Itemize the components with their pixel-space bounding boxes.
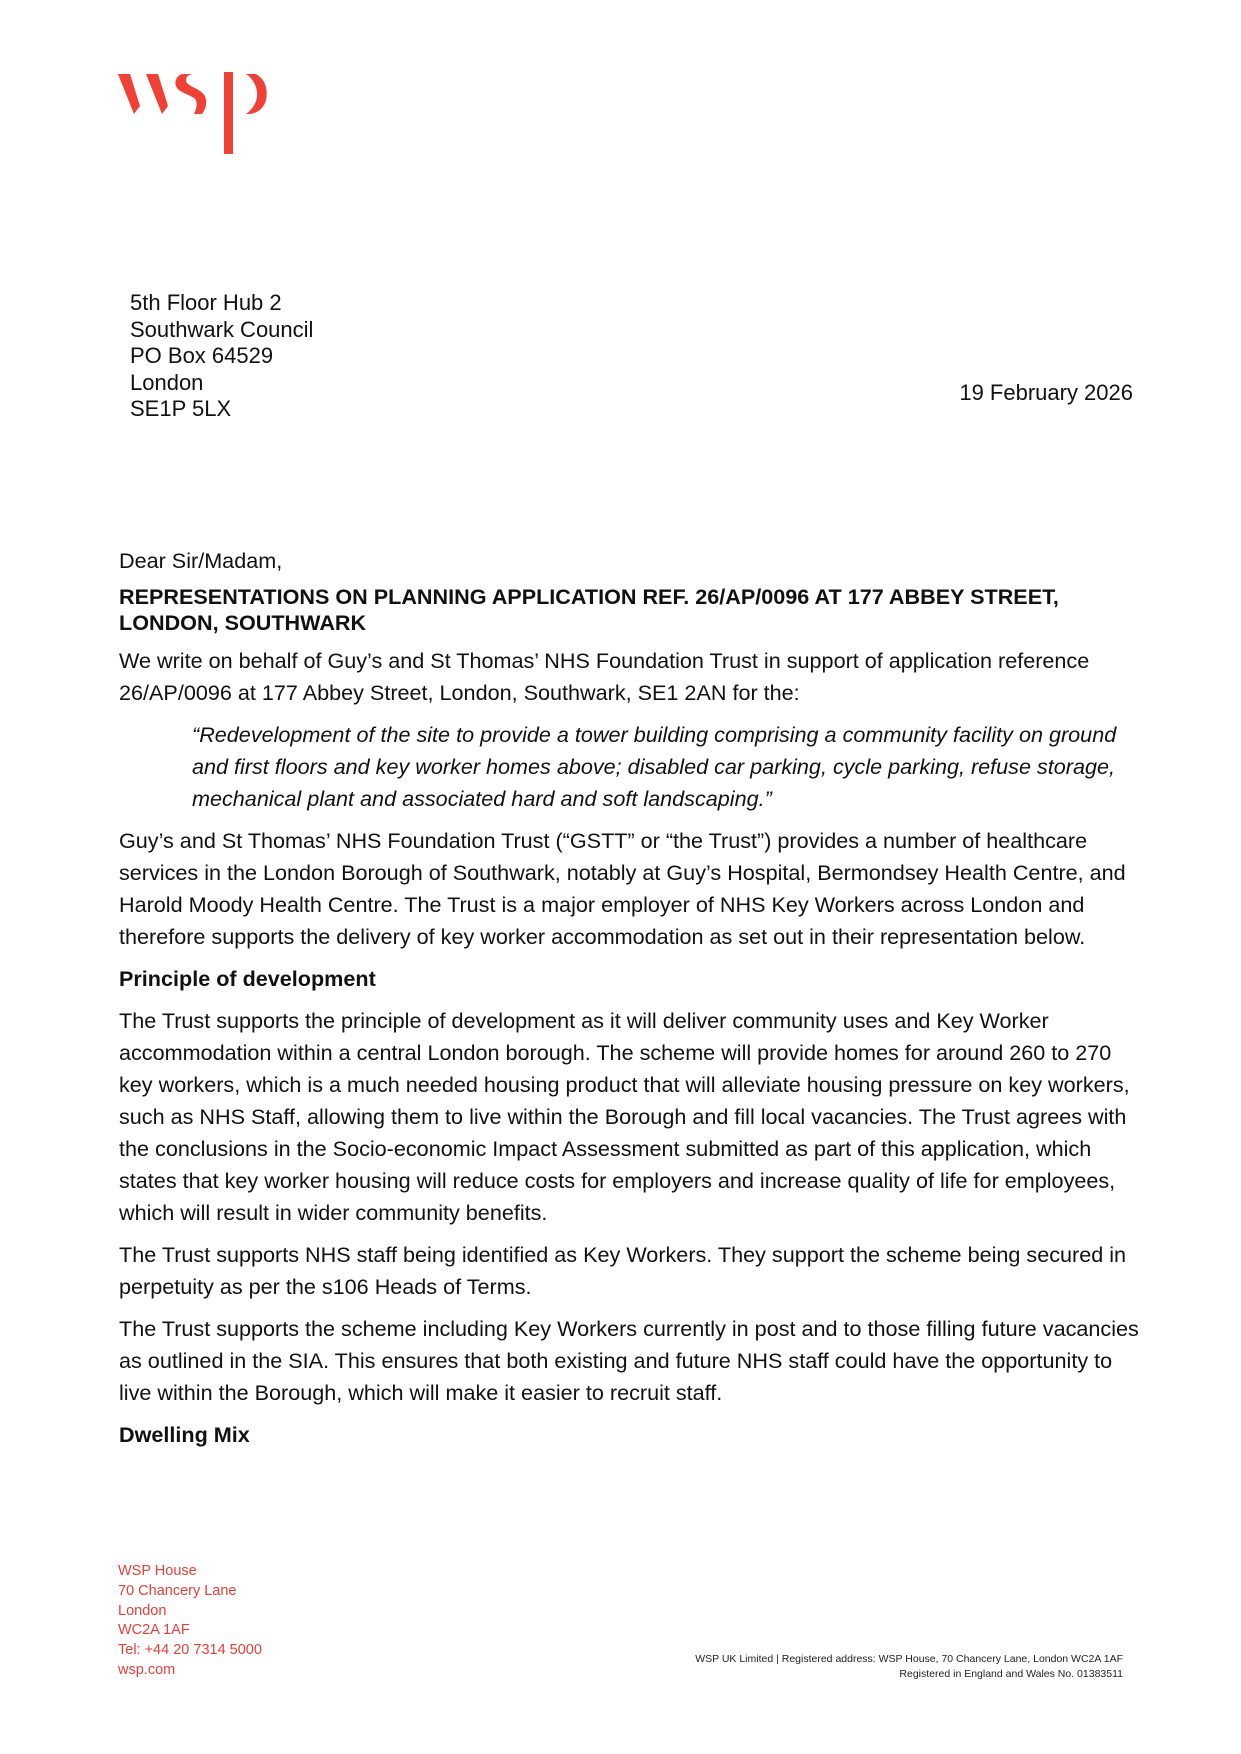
section-heading-dwelling-mix: Dwelling Mix xyxy=(119,1422,250,1447)
recipient-line: London xyxy=(130,369,204,395)
footer-phone: Tel: +44 20 7314 5000 xyxy=(118,1642,262,1659)
wsp-logo-icon xyxy=(118,72,280,154)
letter-body xyxy=(119,548,1139,1461)
recipient-address xyxy=(130,290,313,423)
footer-address-line: London xyxy=(118,1602,167,1619)
recipient-line: SE1P 5LX xyxy=(130,396,232,421)
footer-legal xyxy=(695,1652,1123,1682)
principle-paragraph: The Trust supports the principle of development as it will deliver community uses and Key Worker accommodation within a central London borough. The scheme will provide homes for around 260 to 270 key workers, which is a much needed housing product that will alleviate housing pressure on key workers, such as NHS Staff, allowing them to live within the Borough and fill local vacancies. The Trust agrees with the conclusions in the Socio-economic Impact Assessment submitted as part of this application, which states that key worker housing will reduce costs for employers and increase quality of life for employees, which will result in wider community benefits. xyxy=(119,1008,1130,1225)
recipient-line: PO Box 64529 xyxy=(130,343,274,368)
footer-address-line: WC2A 1AF xyxy=(118,1622,190,1639)
principle-paragraph: The Trust supports NHS staff being identified as Key Workers. They support the scheme being secured in perpetuity as per the s106 Heads of Terms. xyxy=(119,1242,1127,1299)
letter-date: 19 February 2026 xyxy=(959,380,1133,405)
intro-paragraph: We write on behalf of Guy’s and St Thomas’ NHS Foundation Trust in support of application reference 26/AP/0096 at 177 Abbey Street, London, Southwark, SE1 2AN for the: xyxy=(119,648,1090,705)
footer-address xyxy=(118,1562,262,1681)
wsp-logo xyxy=(118,72,280,154)
registration-number: Registered in England and Wales No. 01383511 xyxy=(899,1668,1123,1680)
subject-heading: REPRESENTATIONS ON PLANNING APPLICATION REF. 26/AP/0096 AT 177 ABBEY STREET, LONDON, SOUTHWARK xyxy=(119,584,1059,635)
section-heading-principle: Principle of development xyxy=(119,966,376,991)
footer-address-line: WSP House xyxy=(118,1563,197,1579)
registered-address: WSP UK Limited | Registered address: WSP House, 70 Chancery Lane, London WC2A 1AF xyxy=(695,1653,1123,1665)
recipient-line: 5th Floor Hub 2 xyxy=(130,290,282,315)
salutation: Dear Sir/Madam, xyxy=(119,548,283,573)
principle-paragraph: The Trust supports the scheme including Key Workers currently in post and to those filling future vacancies as outlined in the SIA. This ensures that both existing and future NHS staff could have the opportunity to live within the Borough, which will make it easier to recruit staff. xyxy=(119,1316,1139,1405)
footer-address-line: 70 Chancery Lane xyxy=(118,1582,237,1599)
recipient-line: Southwark Council xyxy=(130,316,314,342)
development-description-quote: “Redevelopment of the site to provide a tower building comprising a community facility on ground and first floors and key worker homes above; disabled car parking, cycle parking, refuse storage, mechanical plant and associated hard and soft landscaping.” xyxy=(192,722,1117,811)
footer-website-link[interactable]: wsp.com xyxy=(118,1661,176,1678)
trust-paragraph: Guy’s and St Thomas’ NHS Foundation Trust (“GSTT” or “the Trust”) provides a number of healthcare services in the London Borough of Southwark, notably at Guy’s Hospital, Bermondsey Health Centre, and Harold Moody Health Centre. The Trust is a major employer of NHS Key Workers across London and therefore supports the delivery of key worker accommodation as set out in their representation below. xyxy=(119,828,1126,949)
